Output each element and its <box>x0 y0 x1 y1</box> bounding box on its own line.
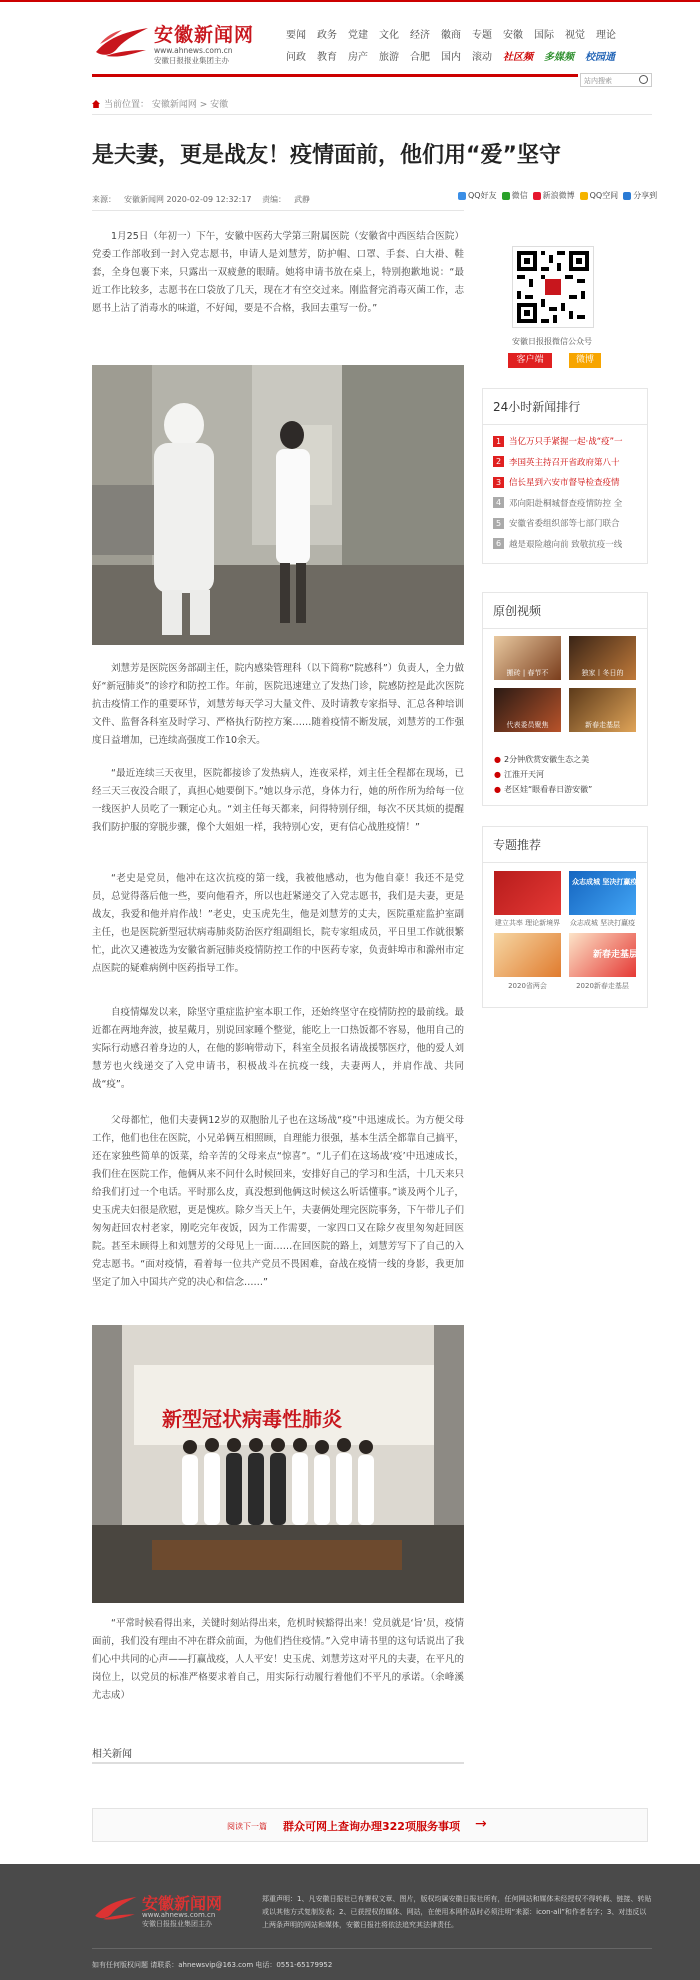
divider <box>92 114 652 115</box>
nav-item[interactable]: 政务 <box>317 29 337 41</box>
footer-contact: 如有任何版权问题 请联系：ahnewsvip@163.com 电话：0551-65179952 <box>92 1961 333 1969</box>
footer-disclaimer: 郑重声明：1、凡安徽日报社已有署权文章、图片，版权均属安徽日报社所有，任何网站和媒体未经授权不得转载、链接、转贴或以其他方式复制发表；2、已获授权的媒体、网站，在使用本网作品时必须注明“来源：icon-all”和作者名字；3、对违反以上两条声明的网站和媒体，安徽日报社将依法追究其法律责任。 <box>262 1895 652 1929</box>
search-icon[interactable] <box>639 75 648 84</box>
article-meta <box>92 194 318 205</box>
nav-item[interactable]: 安徽 <box>503 29 523 41</box>
footer-logo-url: www.ahnews.com.cn <box>142 1911 216 1919</box>
divider <box>92 1762 464 1764</box>
site-logo[interactable] <box>92 22 260 66</box>
ranking-item[interactable]: 3 信长星到六安市督导检查疫情 <box>483 472 647 493</box>
qq-icon <box>458 192 466 200</box>
video-list <box>494 752 592 797</box>
ranking-item[interactable]: 5 安徽省委组织部等七部门联合 <box>483 513 647 534</box>
next-article-link[interactable]: 群众可网上查询办理322项服务事项 <box>283 1820 460 1833</box>
ranking-item[interactable]: 1 当亿万只手紧握一起·战“疫”一 <box>483 431 647 452</box>
video-thumb[interactable]: 代表委员聚焦 <box>494 688 561 732</box>
topic-caption: 2020省两会 <box>508 982 547 990</box>
nav-item[interactable]: 旅游 <box>379 51 399 63</box>
editor-name: 武静 <box>294 195 311 204</box>
arrow-right-icon[interactable]: → <box>475 1816 487 1832</box>
client-button[interactable]: 客户端 <box>508 353 552 368</box>
breadcrumb-path[interactable]: 安徽新闻网 > 安徽 <box>151 100 229 110</box>
topic-thumb[interactable] <box>494 871 561 915</box>
search-input[interactable]: 站内搜索 <box>580 73 652 87</box>
share-qzone[interactable]: QQ空间 <box>580 190 619 201</box>
nav-item-campus[interactable]: 校园通 <box>585 51 615 63</box>
article-paragraph: “老史是党员，他冲在这次抗疫的第一线，我被他感动，也为他自豪！我还不是党员，总觉得落后他一些，要向他看齐，所以也赶紧递交了入党志愿书，我们是夫妻，更是战友，我爱和他并肩作战！”老史，史玉虎先生，他是刘慧芳的丈夫，医院重症监护室副主任，也是医院新型冠状病毒肺炎防治医疗组副组长，院专家组成员，平日里工作就很繁忙，此次又遴被选为安徽省新冠肺炎疫情防控工作的中医药专家，负责蚌埠市和滁州市定点医院的疑难病例中医药指导工作。 <box>92 873 464 974</box>
qzone-icon <box>580 192 588 200</box>
video-list-item[interactable]: ● 江淮开天河 <box>494 770 544 779</box>
article-title: 是夫妻，更是战友！疫情面前，他们用“爱”坚守 <box>92 143 561 168</box>
article-paragraph: “平常时候看得出来，关键时刻站得出来，危机时候豁得出来！党员就是‘旨’员，疫情面前，我们没有理由不冲在群众前面，为他们挡住疫情。”入党申请书里的这句话说出了我们心中共同的心声——打赢战疫，人人平安！史玉虎、刘慧芳这对平凡的夫妻，在平凡的岗位上，以党员的标准严格要求着自己，用实际行动履行着他们不平凡的承诺。（余峰溪 尤志成） <box>92 1618 464 1701</box>
ranking-panel <box>482 388 648 564</box>
nav-item[interactable]: 视觉 <box>565 29 585 41</box>
nav-item[interactable]: 国际 <box>534 29 554 41</box>
share-wechat[interactable]: 微信 <box>502 190 528 201</box>
footer-logo[interactable] <box>92 1891 242 1929</box>
video-list-item[interactable]: ● 老区娃“眼看春日游安徽” <box>494 785 593 794</box>
logo-bird-icon <box>92 1891 138 1925</box>
nav-item[interactable]: 合肥 <box>410 51 430 63</box>
breadcrumb-label: 当前位置： <box>104 100 150 110</box>
home-icon[interactable] <box>92 100 100 108</box>
video-thumb[interactable]: 搬砖 | 春节不 <box>494 636 561 680</box>
article-paragraph: 1月25日（年初一）下午，安徽中医药大学第三附属医院（安徽省中西医结合医院）党委工作部收到一封入党志愿书，申请人是刘慧芳，防护帽、口罩、手套、白大褂、鞋套，全身包裹下来，只露出一双疲惫的眼睛。她将申请书放在桌上，特别抱歉地说：“最近工作比较多，志愿书在口袋放了几天，现在才有空交过来。刚监督完消毒灭菌工作，志愿书上沾了消毒水的味道，不好闻，要是不合格，我回去重写一份。” <box>92 231 464 314</box>
main-nav <box>286 22 650 66</box>
nav-item-community[interactable]: 社区频 <box>503 51 533 63</box>
footer-logo-subtitle: 安徽日报报业集团主办 <box>142 1920 212 1928</box>
share-icon <box>623 192 631 200</box>
qr-caption: 安徽日报报微信公众号 <box>512 337 592 346</box>
top-accent-bar <box>0 0 700 2</box>
topic-thumb[interactable] <box>569 933 639 977</box>
article-photo-hospital-corridor <box>92 365 464 645</box>
nav-item[interactable]: 滚动 <box>472 51 492 63</box>
nav-item[interactable]: 要闻 <box>286 29 306 41</box>
video-thumb[interactable]: 新春走基层 <box>569 688 636 732</box>
photo-illustration <box>92 1325 464 1603</box>
nav-item[interactable]: 国内 <box>441 51 461 63</box>
topic-caption: 2020新春走基层 <box>576 982 629 990</box>
source-name: 安徽新闻网 2020-02-09 12:32:17 <box>124 195 252 204</box>
article-paragraph: “最近连续三天夜里，医院都接诊了发热病人，连夜采样，刘主任全程都在现场，已经三天三夜没合眼了，真担心她要倒下。”她以身示范，身体力行，她的所作所为给每一位一线医护人员吃了一颗定心丸。“刘主任每天都来，问得特别仔细，每次不厌其烦的提醒我们防护服的穿脱步骤，像个大姐姐一样，我特别心安，更有信心战胜疫情！” <box>92 768 464 833</box>
editor-label: 责编： <box>262 195 287 204</box>
nav-item-multimedia[interactable]: 多媒频 <box>544 51 574 63</box>
next-article-bar[interactable] <box>92 1808 648 1842</box>
nav-item[interactable]: 专题 <box>472 29 492 41</box>
logo-bird-icon <box>92 22 150 62</box>
nav-item[interactable]: 徽商 <box>441 29 461 41</box>
related-news-heading: 相关新闻 <box>92 1749 132 1760</box>
share-bar <box>458 190 662 201</box>
article-paragraph: 父母都忙，他们夫妻俩12岁的双胞胎儿子也在这场战“疫”中迅速成长。为方便父母工作，他们也住在医院，小兄弟俩互相照顾，自理能力很强，基本生活全都靠自己搞平，还在家独些简单的饭菜，给辛苦的父母来点“惊喜”。“儿子们在这场战‘疫’中迅速成长，我们住在医院工作，他俩从来不问什么时候回来，安排好自己的学习和生活，十几天来只给我们打过一个电话。平时那么皮，真没想到他俩这时候这么听话懂事。”谈及两个儿子，史玉虎夫妇很是欣慰，更是愧疚。除夕当天上午，夫妻俩处理完医院事务，下午带儿子们匆匆赶回农村老家，刚吃完年夜饭，因为工作需要，一家四口又在除夕夜里匆匆赶回医院。甚至未顾得上和刘慧芳的父母见上一面……在回医院的路上，刘慧芳写下了自己的入党志愿书。“面对疫情，看着每一位共产党员不畏困难，奋战在疫情一线的身影，我更加坚定了加入中国共产党的决心和信念……” <box>92 1115 464 1288</box>
ranking-item[interactable]: 4 邓向阳赴桐城督查疫情防控 全 <box>483 493 647 514</box>
qr-code <box>512 246 594 328</box>
photo-banner-text: 新型冠状病毒性肺炎 <box>162 1407 342 1431</box>
qr-code-icon <box>513 247 593 327</box>
logo-title: 安徽新闻网 <box>154 24 255 46</box>
video-list-item[interactable]: ● 2分钟欣赏安徽生态之美 <box>494 755 590 764</box>
ranking-title: 24小时新闻排行 <box>483 389 647 425</box>
share-more[interactable]: 分享到 <box>623 190 657 201</box>
logo-url: www.ahnews.com.cn <box>154 46 233 55</box>
photo-illustration <box>92 365 464 645</box>
video-thumb[interactable]: 独家丨冬日的 <box>569 636 636 680</box>
next-label: 阅读下一篇 <box>227 1822 267 1831</box>
nav-item[interactable]: 文化 <box>379 29 399 41</box>
nav-item[interactable]: 党建 <box>348 29 368 41</box>
header-divider <box>92 74 578 77</box>
logo-subtitle: 安徽日报报业集团主办 <box>154 56 229 65</box>
weibo-button[interactable]: 微博 <box>569 353 601 368</box>
nav-item[interactable]: 经济 <box>410 29 430 41</box>
topic-thumb[interactable] <box>569 871 636 915</box>
footer-divider <box>92 1948 652 1949</box>
article-paragraph: 自疫情爆发以来，除坚守重症监护室本职工作，还始终坚守在疫情防控的最前线。最近都在两地奔波，披星戴月，别说回家睡个整觉，能吃上一口热饭都不容易，他用自己的实际行动感召着身边的人，在他的影响带动下，科室全员报名请战援鄂医疗，他的爱人刘慧芳也火线递交了入党申请书，积极战斗在抗疫一线，夫妻两人，并肩作战、共同战“疫”。 <box>92 1007 464 1090</box>
nav-item[interactable]: 教育 <box>317 51 337 63</box>
share-weibo[interactable]: 新浪微博 <box>533 190 575 201</box>
breadcrumb <box>92 97 228 110</box>
divider <box>92 210 464 211</box>
share-qq[interactable]: QQ好友 <box>458 190 497 201</box>
topic-title: 专题推荐 <box>483 827 647 863</box>
topic-banner-text: 新春走基层 <box>593 950 639 960</box>
nav-item[interactable]: 理论 <box>596 29 616 41</box>
nav-item[interactable]: 问政 <box>286 51 306 63</box>
topic-thumb[interactable] <box>494 933 561 977</box>
video-title: 原创视频 <box>483 593 647 629</box>
weibo-icon <box>533 192 541 200</box>
footer-logo-title: 安徽新闻网 <box>142 1894 223 1913</box>
article-photo-medical-team <box>92 1325 464 1603</box>
article-paragraph: 刘慧芳是医院医务部副主任，院内感染管理科（以下简称“院感科”）负责人，全力做好“新冠肺炎”的诊疗和防控工作。年前，医院迅速建立了发热门诊，院感防控是此次医院抗击疫情工作的重要环节，刘慧芳每天学习大量文件、及时请教专家指导、汇总各种培训文件、监督各科室及时学习、严格执行防控方案……随着疫情不断发展，刘慧芳的工作强度日益增加，已连续高强度工作10余天。 <box>92 663 464 746</box>
topic-caption: 众志成城 坚决打赢疫 <box>569 919 636 927</box>
topic-banner-text: 众志成城 坚决打赢疫 <box>572 878 638 886</box>
nav-item[interactable]: 房产 <box>348 51 368 63</box>
wechat-icon <box>502 192 510 200</box>
ranking-item[interactable]: 2 李国英主持召开省政府第八十 <box>483 452 647 473</box>
source-label: 来源： <box>92 195 116 204</box>
topic-caption: 建立共率 理论新境界 <box>494 919 561 927</box>
ranking-item[interactable]: 6 越是艰险越向前 致敬抗疫一线 <box>483 534 647 555</box>
